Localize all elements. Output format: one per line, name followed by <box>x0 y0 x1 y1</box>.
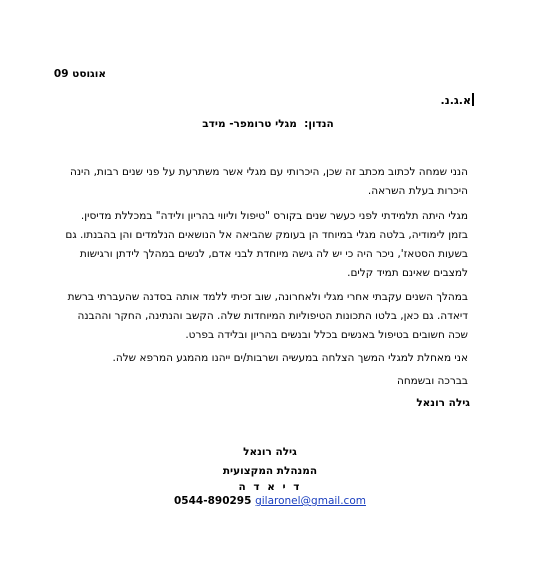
paragraph-1: הנני שמחה לכתוב מכתב זה שכן, היכרותי עם מגלי אשר משתרעת על פני שנים רבות, הינה היכרות בעלת השראה. <box>69 166 468 197</box>
paragraph-3: במהלך השנים עקבתי אחרי מגלי ולאחרונה, שוב זכיתי ללמד אותה בסדנה שהעברתי ברשת דיאדה. גם כאן, בלטו התכונות הטיפוליות המיוחדות שלה. הקשב והנתינה, החקר וההבנה שכה חשובים בטיפול באנשים בכלל ובנשים בהריון ובלידה בפרט. <box>67 291 468 341</box>
paragraph-2: מגלי היתה תלמידתי לפני כעשר שנים בקורס "טיפול וליווי בהריון ולידה" במכללת מדיסין. בזמן לימודיה, בלטה מגלי במיוחד הן בעומק שהביאה אל הנושאים הנלמדים והן בהבנתו. גם בשעות הסטאז', ניכר היה כי יש לה גישה מיוחדת לבני אדם, לנשים במהלך לידתן ורגישות למצבים שאינם תמיד קלים. <box>65 210 468 279</box>
closing-line: בברכה ובשמחה <box>396 375 468 387</box>
subject-line <box>0 118 536 130</box>
paragraph-4: אני מאחלת למגלי המשך הצלחה במעשיה ושרבות/ים ייהנו מהמגע המרפא שלה. <box>112 352 468 364</box>
footer-phone: 0544-890295 <box>174 495 252 507</box>
footer-email-link[interactable]: gilaronel@gmail.com <box>255 495 366 507</box>
footer-org: ד י א ד ה <box>238 481 302 493</box>
subject-value: מגלי טרומפר- מידב <box>202 118 297 130</box>
salutation-text: א.ג.נ. <box>440 94 471 107</box>
footer-contact <box>150 495 390 507</box>
text-cursor <box>472 93 474 106</box>
footer-name: גילה רונאל <box>243 446 297 458</box>
subject-label: הנדון: <box>304 118 334 130</box>
footer-title: המנהלת המקצועית <box>222 465 318 477</box>
signature-name: גילה רונאל <box>416 397 470 409</box>
salutation <box>441 93 474 107</box>
letter-date: אוגוסט 09 <box>53 68 106 80</box>
